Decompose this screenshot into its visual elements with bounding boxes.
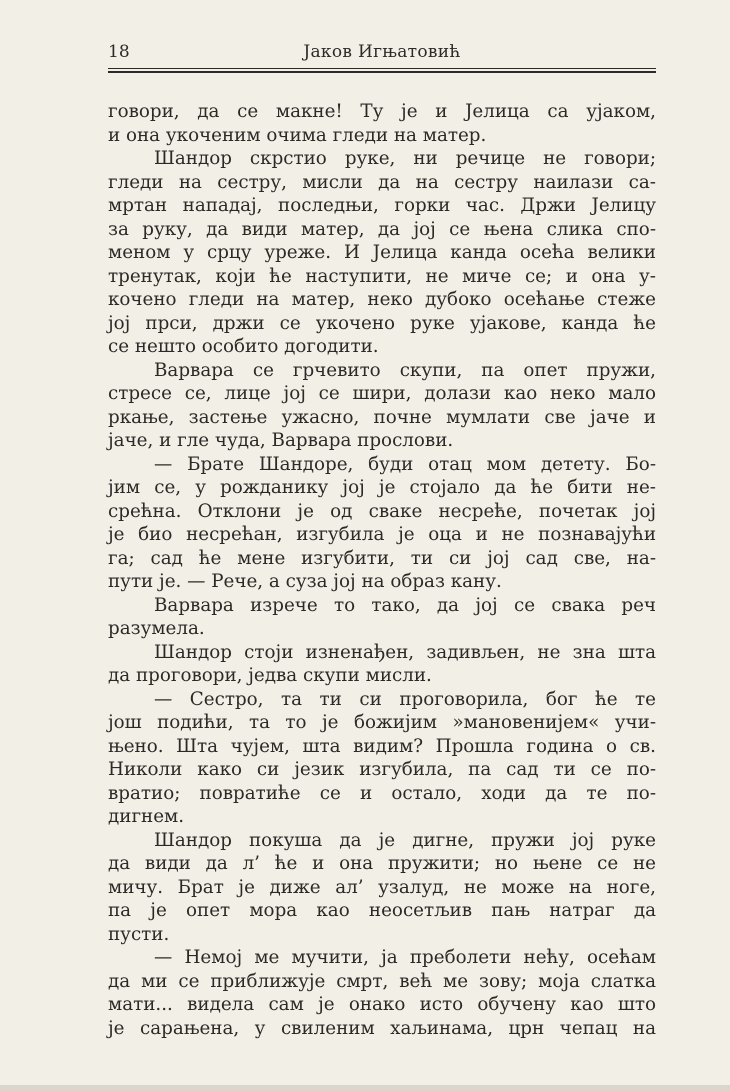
page-number: 18 [108, 42, 130, 62]
running-head: Јаков Игњатовић [303, 42, 461, 62]
text-line: мати... видела сам је онако исто обучену као што [108, 994, 656, 1015]
text-line: — Немој ме мучити, ја преболети нећу, осећам [154, 947, 656, 968]
text-line: да проговори, једва скупи мисли. [108, 665, 432, 686]
text-line: вратио; повратиће се и остало, ходи да те по- [108, 782, 656, 804]
text-line: тренутак, који ће наступити, не миче се; и она у- [108, 265, 656, 287]
text-line: говори, да се макне! Ту је и Јелица са ујаком, [108, 101, 656, 122]
text-line: Шандор стоји изненађен, задивљен, не зна шта [154, 641, 656, 663]
text-line: дигнем. [108, 806, 185, 827]
text-line: још подићи, та то је божијим »мановенијем« учи- [108, 712, 656, 733]
text-line: — Сестро, та ти си проговорила, бог ће те [154, 688, 656, 710]
text-line: Шандор покуша да је дигне, пружи јој руке [154, 829, 656, 851]
text-line: да види да л’ ће и она пружити; но њене се не [108, 853, 656, 874]
text-line: пусти. [108, 923, 170, 945]
text-line: јој прси, држи се укочено руке ујакове, канда ће [108, 312, 656, 334]
text-line: да ми се приближује смрт, већ ме зову; моја слатка [108, 970, 656, 992]
text-line: гледи на сестру, мисли да на сестру наилази са- [108, 171, 656, 193]
text-line: њено. Шта чујем, шта видим? Прошла година о св. [108, 735, 656, 757]
header-rule-thick [108, 71, 656, 73]
text-line: Николи како си језик изгубила, па сад ти се по- [108, 759, 656, 780]
text-line: је био несрећан, изгубила је оца и не познавајући [108, 524, 656, 545]
text-line: је сарањена, у свиленим хаљинама, црн чепац на [108, 1017, 656, 1039]
text-line: јим се, у рожданику јој је стојало да ће бити не- [108, 477, 656, 498]
text-line: Варвара изрече то тако, да јој се свака реч [154, 594, 656, 616]
text-line: кочено гледи на матер, неко дубоко осећање стеже [108, 289, 656, 310]
text-line: меном у срцу уреже. И Јелица канда осећа велики [108, 242, 656, 263]
text-line: па је опет мора као неосетљив пањ натраг да [108, 900, 656, 921]
text-line: за руку, да види матер, да јој се њена слика спо- [108, 218, 656, 240]
text-line: ркање, застење ужасно, почне мумлати све јаче и [108, 406, 656, 428]
text-line: га; сад ће мене изгубити, ти си јој сад све, на- [108, 547, 656, 569]
text-line: разумела. [108, 618, 205, 639]
text-line: — Брате Шандоре, буди отац мом детету. Бо- [154, 453, 656, 475]
text-line: мичу. Брат је диже ал’ узалуд, не може на ноге, [108, 876, 656, 898]
text-line: и она укоченим очима гледи на матер. [108, 124, 487, 146]
text-line: пути је. — Рече, а суза јој на образ кану. [108, 571, 502, 592]
body-text [108, 100, 656, 1040]
text-line: стресе се, лице јој се шири, долази као неко мало [108, 383, 656, 404]
header-rule-thin [108, 68, 656, 69]
page-header [108, 42, 656, 66]
page-bottom-edge [0, 1085, 730, 1091]
text-line: мртан нападај, последњи, горки час. Држи Јелицу [108, 195, 656, 216]
text-line: Шандор скрстио руке, ни речице не говори; [154, 148, 656, 169]
text-line: јаче, и гле чуда, Варвара прослови. [108, 430, 454, 451]
text-line: Варвара се грчевито скупи, па опет пружи, [154, 359, 656, 381]
text-line: се нешто особито догодити. [108, 336, 379, 357]
text-line: срећна. Отклони је од сваке несреће, почетак јој [108, 500, 656, 522]
